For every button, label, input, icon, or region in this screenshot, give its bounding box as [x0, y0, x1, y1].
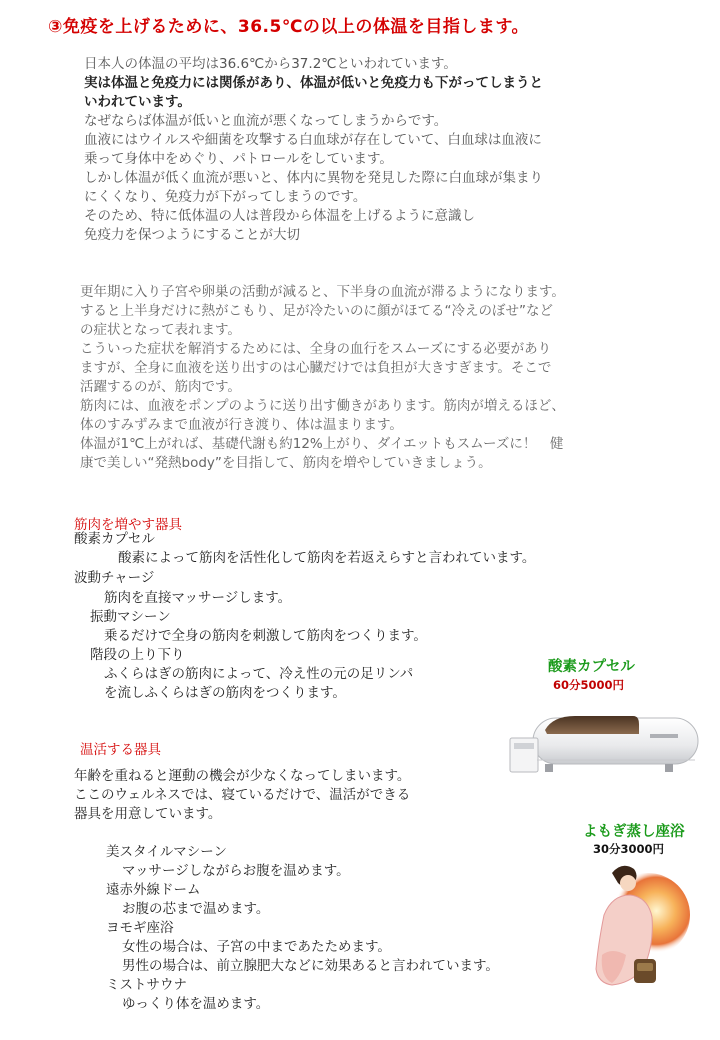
menopause-line: の症状となって表れます。: [80, 322, 241, 338]
warming-item-desc: お腹の芯まで温めます。: [122, 901, 270, 917]
muscle-item-name: 階段の上り下り: [90, 647, 185, 663]
warming-item-desc: ゆっくり体を温めます。: [122, 996, 270, 1012]
muscle-section-heading: 筋肉を増やす器具: [74, 517, 182, 533]
muscle-item-name: 酸素カプセル: [74, 531, 155, 547]
oxygen-capsule-image: [505, 700, 705, 778]
warming-section-heading: 温活する器具: [80, 742, 161, 758]
warming-item-name: ヨモギ座浴: [106, 920, 174, 936]
page-title: ③免疫を上げるために、36.5℃の以上の体温を目指します。: [48, 17, 530, 37]
warming-intro-line: ここのウェルネスでは、寝ているだけで、温活ができる: [74, 787, 411, 803]
capsule-caption: 酸素カプセル: [548, 659, 635, 675]
menopause-line: 体のすみずみまで血液が行き渡り、体は温まります。: [80, 417, 403, 433]
muscle-item-name: 振動マシーン: [90, 609, 171, 625]
intro-line: そのため、特に低体温の人は普段から体温を上げるように意識し: [84, 208, 475, 224]
muscle-item-desc: 筋肉を直接マッサージします。: [104, 590, 292, 606]
intro-line: にくくなり、免疫力が下がってしまうのです。: [84, 189, 367, 205]
menopause-line: 筋肉には、血液をポンプのように送り出す働きがあります。筋肉が増えるほど、: [80, 398, 565, 414]
menopause-line: こういった症状を解消するためには、全身の血行をスムーズにする必要があり: [80, 341, 552, 357]
warming-item-name: 遠赤外線ドーム: [106, 882, 201, 898]
warming-intro-line: 年齢を重ねると運動の機会が少なくなってしまいます。: [74, 768, 411, 784]
intro-line: 日本人の体温の平均は36.6℃から37.2℃といわれています。: [84, 56, 457, 72]
menopause-line: ますが、全身に血液を送り出すのは心臓だけでは負担が大きすぎます。そこで: [80, 360, 552, 376]
warming-item-name: 美スタイルマシーン: [106, 844, 227, 860]
intro-line: いわれています。: [84, 94, 191, 110]
muscle-item-desc: ふくらはぎの筋肉によって、冷え性の元の足リンパ: [104, 666, 414, 682]
intro-line: 実は体温と免疫力には関係があり、体温が低いと免疫力も下がってしまうと: [84, 75, 543, 91]
yomogi-price: 30分3000円: [593, 842, 665, 856]
menopause-line: 活躍するのが、筋肉です。: [80, 379, 241, 395]
muscle-item-desc: を流しふくらはぎの筋肉をつくります。: [104, 685, 346, 701]
intro-line: 免疫力を保つようにすることが大切: [84, 227, 300, 243]
intro-line: しかし体温が低く血流が悪いと、体内に異物を発見した際に白血球が集まり: [84, 170, 543, 186]
warming-item-name: ミストサウナ: [106, 977, 187, 993]
warming-item-desc: 女性の場合は、子宮の中まであたためます。: [122, 939, 391, 955]
yomogi-caption: よもぎ蒸し座浴: [583, 824, 685, 840]
menopause-paragraph: [80, 283, 680, 473]
intro-line: 乗って身体中をめぐり、パトロールをしています。: [84, 151, 393, 167]
warming-intro-line: 器具を用意しています。: [74, 806, 222, 822]
intro-line: 血液にはウイルスや細菌を攻撃する白血球が存在していて、白血球は血液に: [84, 132, 542, 148]
menopause-line: 康で美しい“発熱body”を目指して、筋肉を増やしていきましょう。: [80, 455, 492, 471]
muscle-item-name: 波動チャージ: [74, 570, 155, 586]
intro-paragraph: [84, 55, 664, 245]
intro-line: なぜならば体温が低いと血流が悪くなってしまうからです。: [84, 113, 448, 129]
muscle-item-desc: 酸素によって筋肉を活性化して筋肉を若返えらすと言われています。: [118, 550, 536, 566]
warming-item-desc: マッサージしながらお腹を温めます。: [122, 863, 350, 879]
capsule-price: 60分5000円: [553, 678, 625, 692]
muscle-item-desc: 乗るだけで全身の筋肉を刺激して筋肉をつくります。: [104, 628, 427, 644]
warming-item-desc: 男性の場合は、前立腺肥大などに効果あると言われています。: [122, 958, 499, 974]
menopause-line: すると上半身だけに熱がこもり、足が冷たいのに顔がほてる“冷えのぼせ”など: [80, 303, 553, 319]
yomogi-steam-image: [582, 855, 692, 995]
menopause-line: 体温が1℃上がれば、基礎代謝も約12%上がり、ダイエットもスムーズに！ 健: [80, 436, 564, 452]
menopause-line: 更年期に入り子宮や卵巣の活動が減ると、下半身の血流が滞るようになります。: [80, 284, 565, 300]
